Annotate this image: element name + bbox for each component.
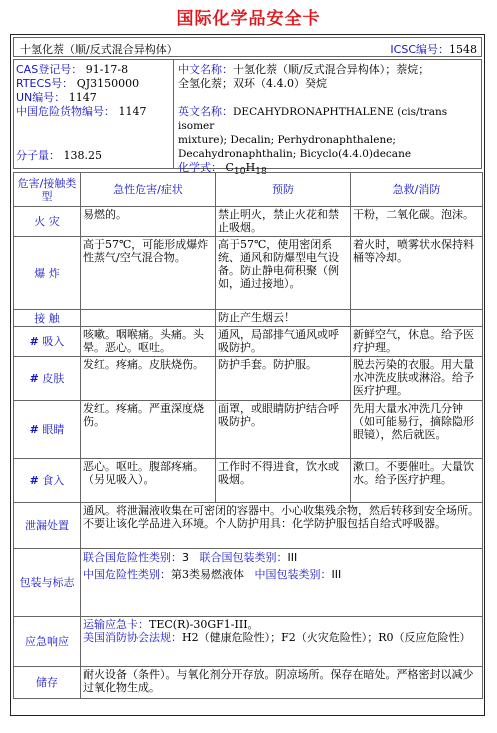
safety-card: [10, 34, 485, 716]
info-divider: [173, 59, 174, 169]
card-title: 国际化学品安全卡: [176, 9, 321, 29]
chemical-name: 十氢化萘（顺/反式混合异构体）: [20, 43, 178, 56]
row-prevent: 防护手套。防护服。: [216, 357, 351, 401]
emergency-row: [14, 617, 483, 667]
en-name-value: DECAHYDRONAPHTHALENE (cis/trans isomer: [178, 106, 448, 132]
row-acute: [81, 310, 216, 327]
row-aid: 漱口。不要催吐。大量饮水。给予医疗护理。: [351, 459, 483, 503]
table-row: [14, 237, 483, 310]
col-type: 危害/接触类型: [14, 173, 81, 207]
cas-value: 91-17-8: [85, 63, 129, 76]
row-aid: 干粉，二氧化碳。泡沫。: [351, 207, 483, 237]
emergency-category: 应急响应: [14, 617, 81, 667]
row-category: # 吸入: [14, 327, 81, 357]
cn-danger-label: 中国危险货物编号：: [16, 105, 115, 118]
rtecs-value: QJ3150000: [76, 77, 140, 90]
row-acute: 易燃的。: [81, 207, 216, 237]
row-aid: 新鲜空气，休息。给予医疗护理。: [351, 327, 483, 357]
cas-label: CAS登记号：: [16, 63, 83, 76]
mw-value: 138.25: [63, 149, 102, 162]
row-aid: 先用大量水冲洗几分钟（如可能易行，摘除隐形眼镜），然后就医。: [351, 401, 483, 459]
row-aid: [351, 310, 483, 327]
row-acute: 恶心。呕吐。腹部疼痛。（另见吸入）。: [81, 459, 216, 503]
formula-label: 化学式：: [178, 161, 222, 174]
names-column: [178, 63, 481, 179]
row-prevent: 面罩，或眼睛防护结合呼吸防护。: [216, 401, 351, 459]
storage-category: 储存: [14, 667, 81, 699]
un-value: 1147: [68, 91, 97, 104]
hazard-table: [13, 172, 483, 699]
packaging-category: 包装与标志: [14, 549, 81, 617]
table-row: [14, 207, 483, 237]
table-header-row: [14, 173, 483, 207]
storage-row: [14, 667, 483, 699]
spill-category: 泄漏处置: [14, 503, 81, 549]
row-category: # 眼睛: [14, 401, 81, 459]
row-category: # 食入: [14, 459, 81, 503]
row-prevent: 防止产生烟云！: [216, 310, 351, 327]
row-acute: 发红。疼痛。严重深度烧伤。: [81, 401, 216, 459]
spill-text: 通风。将泄漏液收集在可密闭的容器中。小心收集残余物，然后转移到安全场所。不要让该化学品进入环境。个人防护用具：化学防护服包括自给式呼吸器。: [81, 503, 483, 549]
table-row: [14, 310, 483, 327]
cn-name-label: 中文名称：: [178, 63, 233, 76]
col-acute: 急性危害/症状: [81, 173, 216, 207]
row-prevent: 高于57℃，使用密闭系统、通风和防爆型电气设备。防止静电荷积聚（例如，通过接地）。: [216, 237, 351, 310]
row-aid: 脱去污染的衣服。用大量水冲洗皮肤或淋浴。给予医疗护理。: [351, 357, 483, 401]
row-category: 火 灾: [14, 207, 81, 237]
formula: $C_{10}H_{18}$: [225, 161, 267, 178]
col-firstaid: 急救/消防: [351, 173, 483, 207]
row-prevent: 禁止明火，禁止火花和禁止吸烟。: [216, 207, 351, 237]
icsc-number: [390, 41, 477, 57]
rtecs-label: RTECS号：: [16, 77, 74, 90]
en-name-value-cont2: Decahydronaphthalin; Bicyclo(4.4.0)decane: [178, 148, 412, 160]
cn-name-value-cont: 全氢化萘；双环（4.4.0）癸烷: [178, 77, 327, 90]
packaging-row: [14, 549, 483, 617]
col-prevent: 预防: [216, 173, 351, 207]
table-row: [14, 459, 483, 503]
en-name-value-cont: mixture); Decalin; Perhydronaphthalene;: [178, 134, 396, 146]
card-header: [13, 37, 482, 57]
spill-row: [14, 503, 483, 549]
table-row: [14, 401, 483, 459]
row-acute: 咳嗽。咽喉痛。头痛。头晕。恶心。呕吐。: [81, 327, 216, 357]
row-category: # 皮肤: [14, 357, 81, 401]
storage-text: 耐火设备（条件）。与氧化剂分开存放。阴凉场所。保存在暗处。严格密封以减少过氧化物生成。: [81, 667, 483, 699]
icsc-value: 1548: [449, 43, 477, 56]
row-prevent: 工作时不得进食，饮水或吸烟。: [216, 459, 351, 503]
row-acute: 发红。疼痛。皮肤烧伤。: [81, 357, 216, 401]
table-row: [14, 327, 483, 357]
identification-block: [13, 59, 482, 178]
row-category: 接 触: [14, 310, 81, 327]
packaging-text: 联合国危险性类别：3 联合国包装类别：III 中国危险性类别：第3类易燃液体 中国包装类别：III: [81, 549, 483, 617]
row-prevent: 通风，局部排气通风或呼吸防护。: [216, 327, 351, 357]
cn-danger-value: 1147: [118, 105, 147, 118]
cn-name-value: 十氢化萘（顺/反式混合异构体）；萘烷；: [233, 63, 430, 76]
icsc-label: ICSC编号：: [390, 43, 449, 56]
row-category: 爆 炸: [14, 237, 81, 310]
identifier-column: [16, 63, 174, 163]
en-name-label: 英文名称：: [178, 105, 233, 118]
row-acute: 高于57℃，可能形成爆炸性蒸气/空气混合物。: [81, 237, 216, 310]
un-label: UN编号：: [16, 91, 66, 104]
row-aid: 着火时，喷雾状水保持料桶等冷却。: [351, 237, 483, 310]
table-row: [14, 357, 483, 401]
emergency-text: 运输应急卡：TEC(R)-30GF1-III。 美国消防协会法规：H2（健康危险性）；F2（火灾危险性）；R0（反应危险性）: [81, 617, 483, 667]
mw-label: 分子量：: [16, 149, 60, 162]
